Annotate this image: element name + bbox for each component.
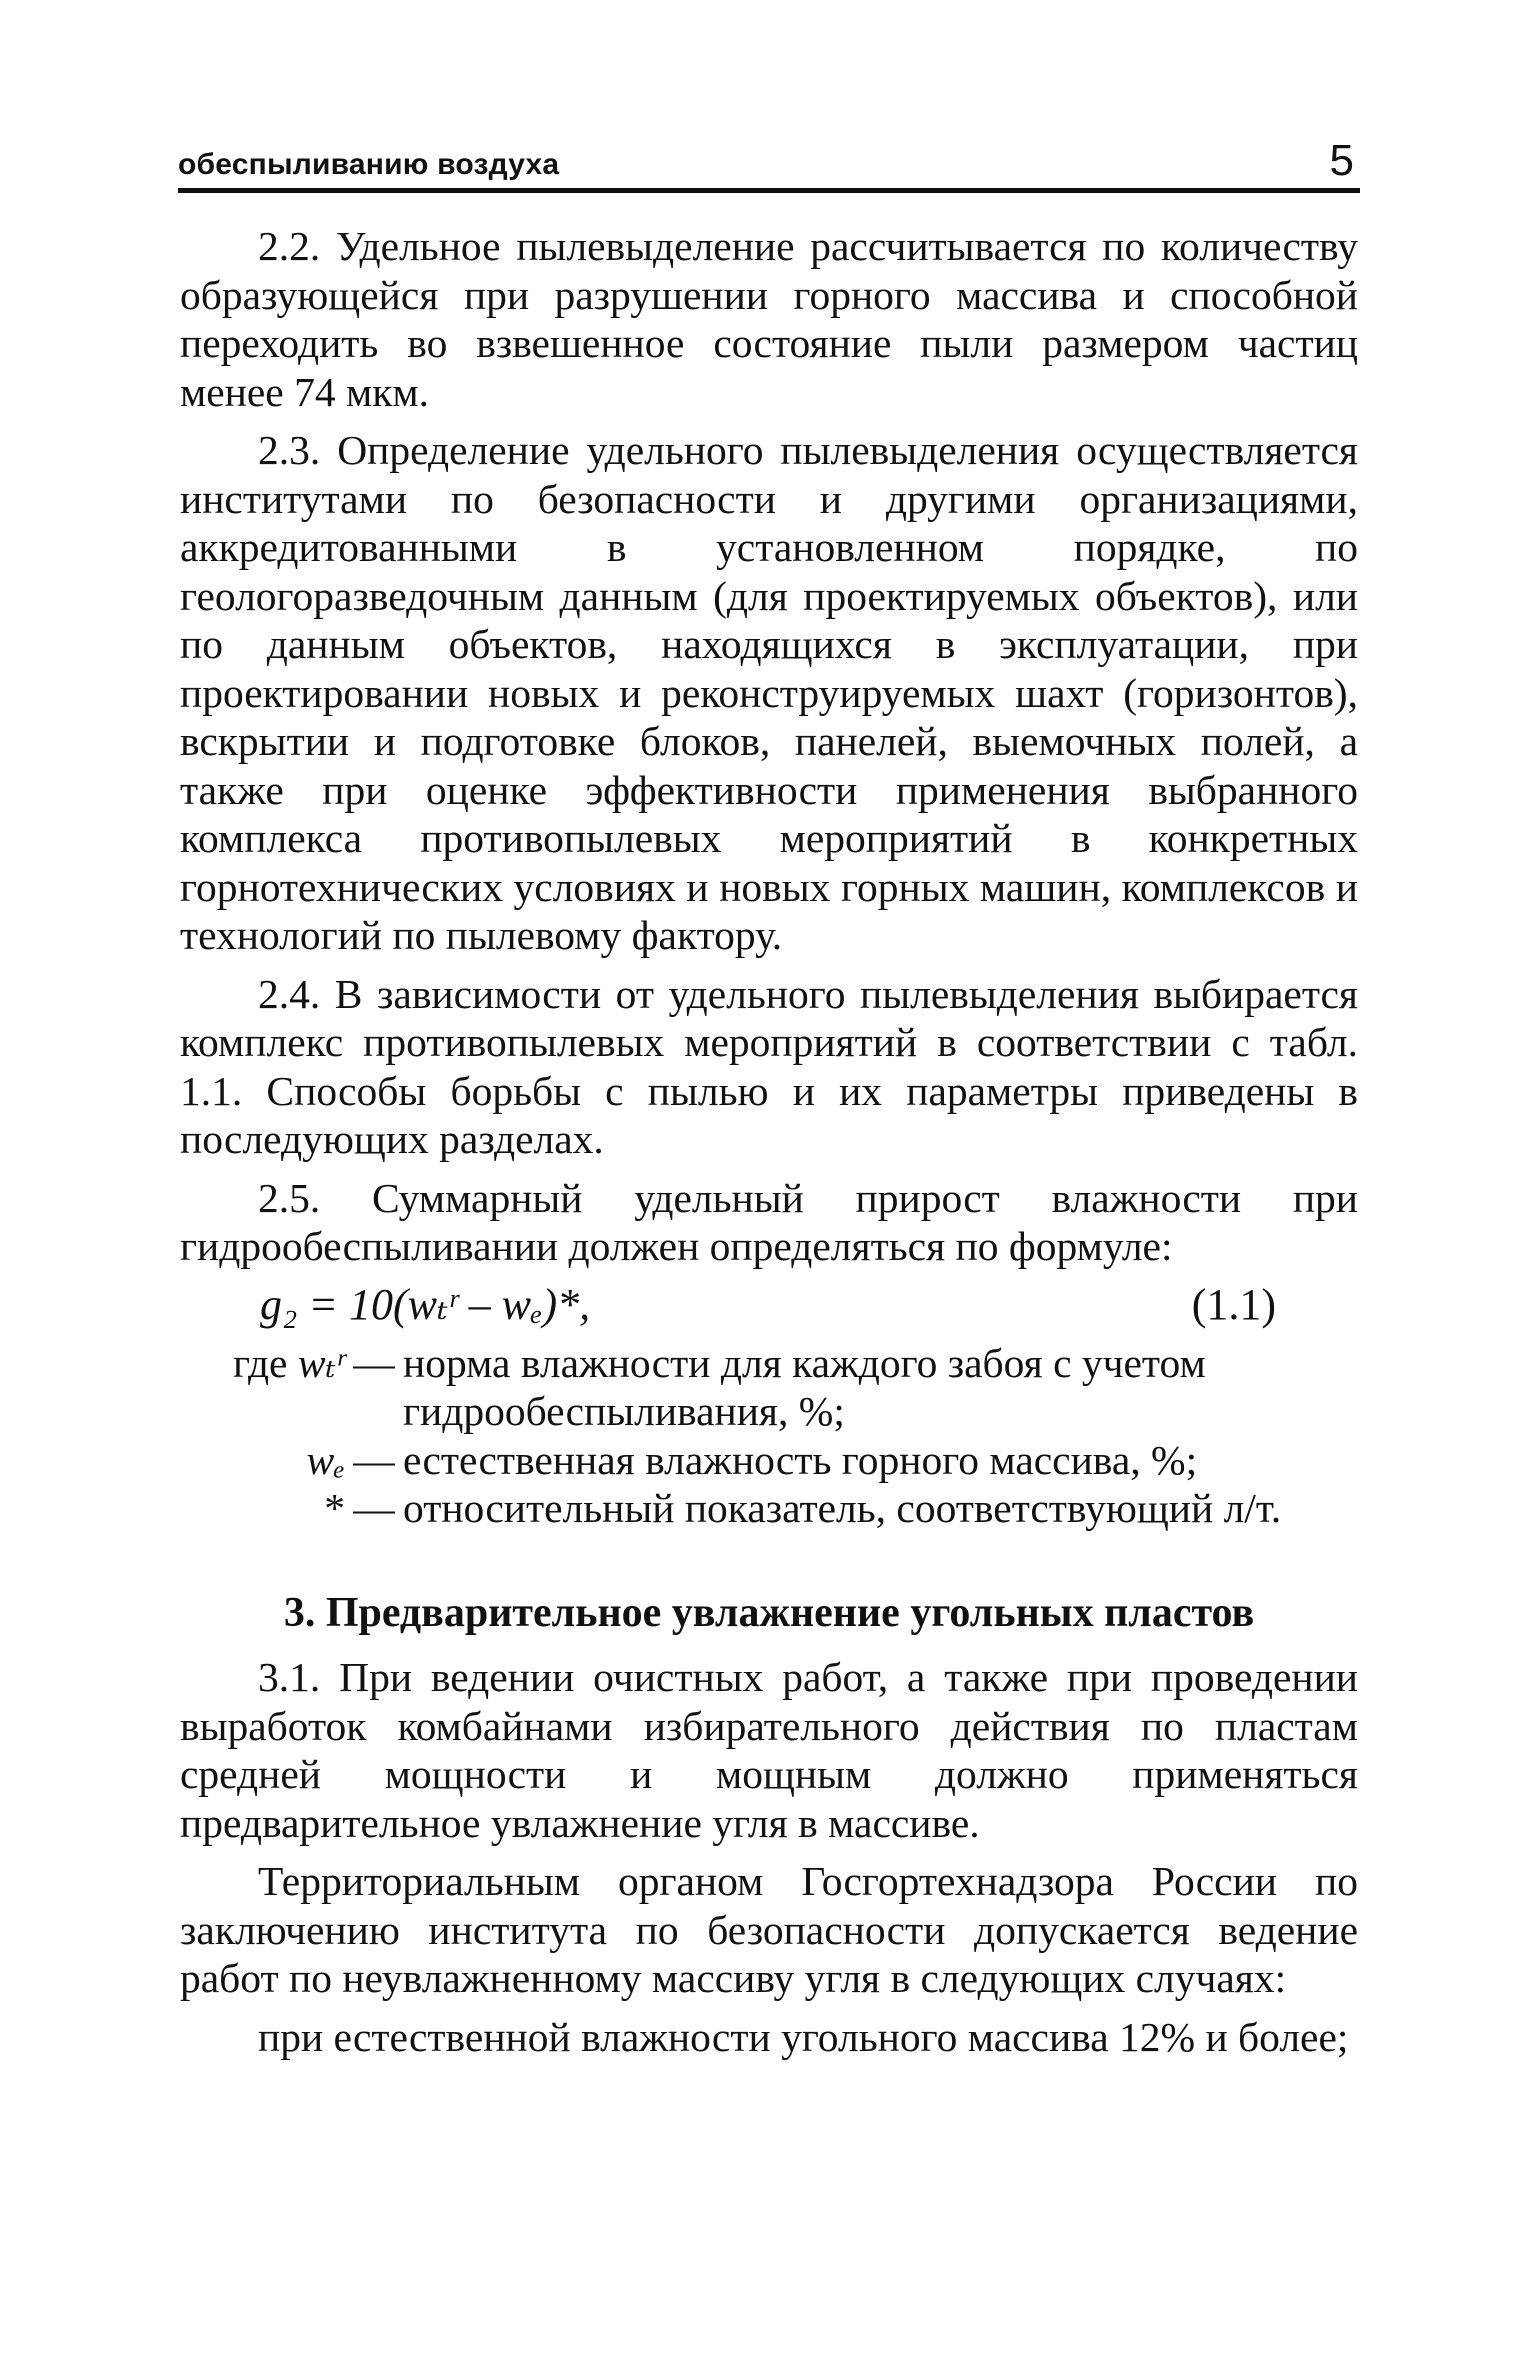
formula-row xyxy=(180,1277,1358,1339)
symbol-star: * xyxy=(324,1485,345,1531)
definition-prefix xyxy=(180,1339,345,1388)
where-label: где xyxy=(232,1339,288,1386)
paragraph-territorial: Территориальным органом Госгортехнадзора России по заключению института по безопасности допускается ведение работ по неувлажненному массиву угля в следующих случаях: xyxy=(180,1858,1358,2001)
symbol-we: wₑ xyxy=(306,1436,345,1483)
running-header xyxy=(178,130,1360,200)
formula-definitions xyxy=(180,1339,1358,1533)
formula-expression: g₂ = 10(wₜʳ – wₑ)*, xyxy=(260,1279,591,1329)
definition-text-we: естественная влажность горного массива, %; xyxy=(403,1436,1198,1483)
paragraph-moisture: при естественной влажности угольного массива 12% и более; xyxy=(258,2013,1349,2060)
running-header-title: обеспыливанию воздуха xyxy=(178,148,560,181)
definition-text-star: относительный показатель, соответствующий л/т. xyxy=(403,1485,1282,1531)
definition-we xyxy=(180,1436,1358,1485)
page-number: 5 xyxy=(1329,136,1354,185)
paragraph-3-1: 3.1. При ведении очистных работ, а также при проведении выработок комбайнами избирательного действия по пластам средней мощности и мощным должно применяться предварительное увлажнение угля в массиве. xyxy=(180,1654,1358,1846)
definition-prefix xyxy=(180,1484,345,1533)
section-3-title: 3. Предварительное увлажнение угольных пластов xyxy=(283,1589,1255,1636)
symbol-wt: wₜʳ xyxy=(297,1339,345,1386)
definition-dash: — xyxy=(353,1339,395,1386)
header-rule xyxy=(178,188,1360,193)
definition-dash: — xyxy=(353,1436,395,1483)
formula-number: (1.1) xyxy=(1191,1279,1276,1329)
paragraph-2-3: 2.3. Определение удельного пылевыделения осуществляется институтами по безопасности и другими организациями, аккредитованными в установленном порядке, по геологоразведочным данным (для проектируемых объектов), или по данным объектов, находящихся в эксплуатации, при проектировании новых и реконструируемых шахт (горизонтов), вскрытии и подготовке блоков, панелей, выемочных полей, а также при оценке эффективности применения выбранного комплекса противопылевых мероприятий в конкретных горнотехнических условиях и новых горных машин, комплексов и технологий по пылевому фактору. xyxy=(180,427,1358,958)
definition-text-wt: норма влажности для каждого забоя с учетом гидрообеспыливания, %; xyxy=(403,1339,1206,1434)
definition-star xyxy=(180,1484,1358,1533)
definition-dash: — xyxy=(353,1485,395,1531)
definition-prefix xyxy=(180,1436,345,1485)
definition-wt xyxy=(180,1339,1358,1436)
paragraph-2-5: 2.5. Суммарный удельный прирост влажности при гидрообеспыливании должен определяться по формуле: xyxy=(180,1174,1358,1269)
paragraph-2-4: 2.4. В зависимости от удельного пылевыделения выбирается комплекс противопылевых мероприятий в соответствии с табл. 1.1. Способы борьбы с пылью и их параметры приведены в последующих разделах. xyxy=(180,970,1358,1162)
document-body xyxy=(180,222,1358,2061)
paragraph-2-2: 2.2. Удельное пылевыделение рассчитывается по количеству образующейся при разрушении горного массива и способной переходить во взвешенное состояние пыли размером частиц менее 74 мкм. xyxy=(180,223,1358,415)
